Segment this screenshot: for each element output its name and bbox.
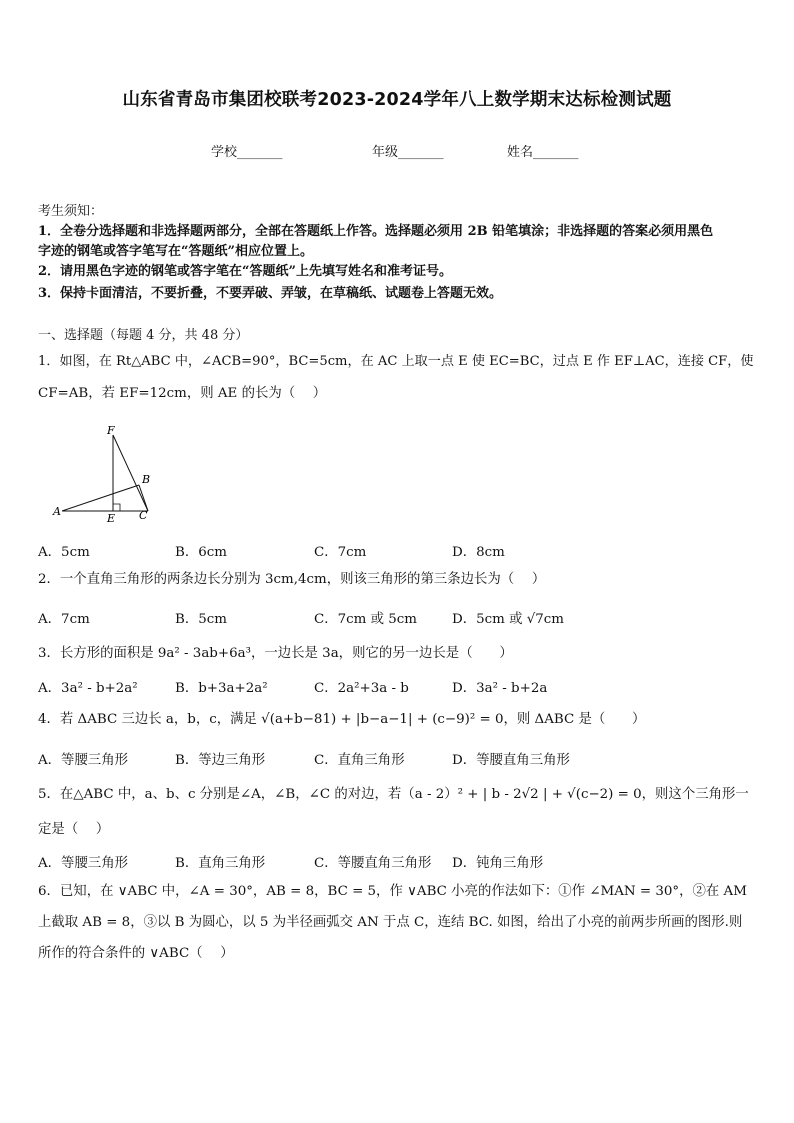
q5-option-b[interactable]: B．直角三角形	[175, 856, 266, 871]
label-a: A	[53, 505, 61, 518]
q1-option-d[interactable]: D．8cm	[452, 545, 505, 560]
notice-item-3: 3．保持卡面清洁，不要折叠，不要弄破、弄皱，在草稿纸、试题卷上答题无效。	[38, 286, 503, 301]
q1-option-b[interactable]: B．6cm	[175, 545, 227, 560]
q2-option-c[interactable]: C．7cm 或 5cm	[314, 612, 417, 627]
label-e: E	[107, 512, 116, 525]
notice-heading: 考生须知：	[38, 204, 104, 219]
section-heading: 一、选择题（每题 4 分，共 48 分）	[38, 328, 249, 343]
q1-option-c[interactable]: C．7cm	[314, 545, 367, 560]
q4-option-b[interactable]: B．等边三角形	[175, 753, 266, 768]
q5-text-2: 定是（ ）	[38, 822, 110, 837]
q3-option-d[interactable]: D．3a² - b+2a	[452, 681, 548, 696]
q1-figure	[50, 422, 160, 528]
q3-text: 3．长方形的面积是 9a² - 3ab+6a³，一边长是 3a，则它的另一边长是（ ）	[38, 646, 513, 661]
notice-item-2: 2．请用黑色字迹的钢笔或答字笔在“答题纸”上先填写姓名和准考证号。	[38, 264, 453, 279]
q2-option-b[interactable]: B．5cm	[175, 612, 227, 627]
grade-field[interactable]: 年级_______	[372, 145, 444, 160]
q3-option-a[interactable]: A．3a² - b+2a²	[38, 681, 138, 696]
school-field[interactable]: 学校_______	[211, 145, 283, 160]
q1-option-a[interactable]: A．5cm	[38, 545, 90, 560]
notice-item-1-cont: 字迹的钢笔或答字笔写在“答题纸”相应位置上。	[38, 244, 313, 259]
segment-ab	[62, 485, 139, 511]
label-f: F	[107, 424, 115, 437]
q1-text-2: CF=AB，若 EF=12cm，则 AE 的长为（ ）	[38, 386, 327, 401]
q4-option-c[interactable]: C．直角三角形	[314, 753, 405, 768]
q5-option-a[interactable]: A．等腰三角形	[38, 856, 129, 871]
name-field[interactable]: 姓名_______	[507, 145, 579, 160]
q2-text: 2．一个直角三角形的两条边长分别为 3cm,4cm，则该三角形的第三条边长为（ ）	[38, 572, 546, 587]
q5-text-1: 5．在△ABC 中，a、b、c 分别是∠A，∠B，∠C 的对边，若（a - 2）² + | b - 2√2 | + √(c−2) = 0，则这个三角形一	[38, 787, 749, 802]
q6-text-2: 上截取 AB = 8，③以 B 为圆心，以 5 为半径画弧交 AN 于点 C，连结 BC. 如图，给出了小亮的前两步所画的图形.则	[38, 915, 743, 930]
q2-option-a[interactable]: A．7cm	[38, 612, 90, 627]
label-c: C	[139, 509, 148, 522]
q1-text-1: 1．如图，在 Rt△ABC 中，∠ACB=90°，BC=5cm，在 AC 上取一点 E 使 EC=BC，过点 E 作 EF⊥AC，连接 CF，使	[38, 354, 754, 369]
q5-option-c[interactable]: C．等腰直角三角形	[314, 856, 432, 871]
label-b: B	[142, 473, 151, 486]
exam-title: 山东省青岛市集团校联考2023-2024学年八上数学期末达标检测试题	[122, 90, 672, 110]
q5-option-d[interactable]: D．钝角三角形	[452, 856, 544, 871]
right-angle-mark	[113, 504, 120, 511]
q3-option-b[interactable]: B．b+3a+2a²	[175, 681, 268, 696]
q6-text-1: 6．已知，在 ∨ABC 中，∠A = 30°，AB = 8，BC = 5，作 ∨ABC 小亮的作法如下：①作 ∠MAN = 30°，②在 AM	[38, 884, 747, 899]
q4-text: 4．若 ΔABC 三边长 a，b，c，满足 √(a+b−81) + |b−a−1| + (c−9)² = 0，则 ΔABC 是（ ）	[38, 712, 646, 727]
q4-option-d[interactable]: D．等腰直角三角形	[452, 753, 570, 768]
notice-item-1: 1．全卷分选择题和非选择题两部分，全部在答题纸上作答。选择题必须用 2B 铅笔填涂；非选择题的答案必须用黑色	[38, 224, 714, 239]
q4-option-a[interactable]: A．等腰三角形	[38, 753, 129, 768]
q2-option-d[interactable]: D．5cm 或 √7cm	[452, 612, 564, 627]
q3-option-c[interactable]: C．2a²+3a - b	[314, 681, 409, 696]
q6-text-3: 所作的符合条件的 ∨ABC（ ）	[38, 946, 234, 961]
